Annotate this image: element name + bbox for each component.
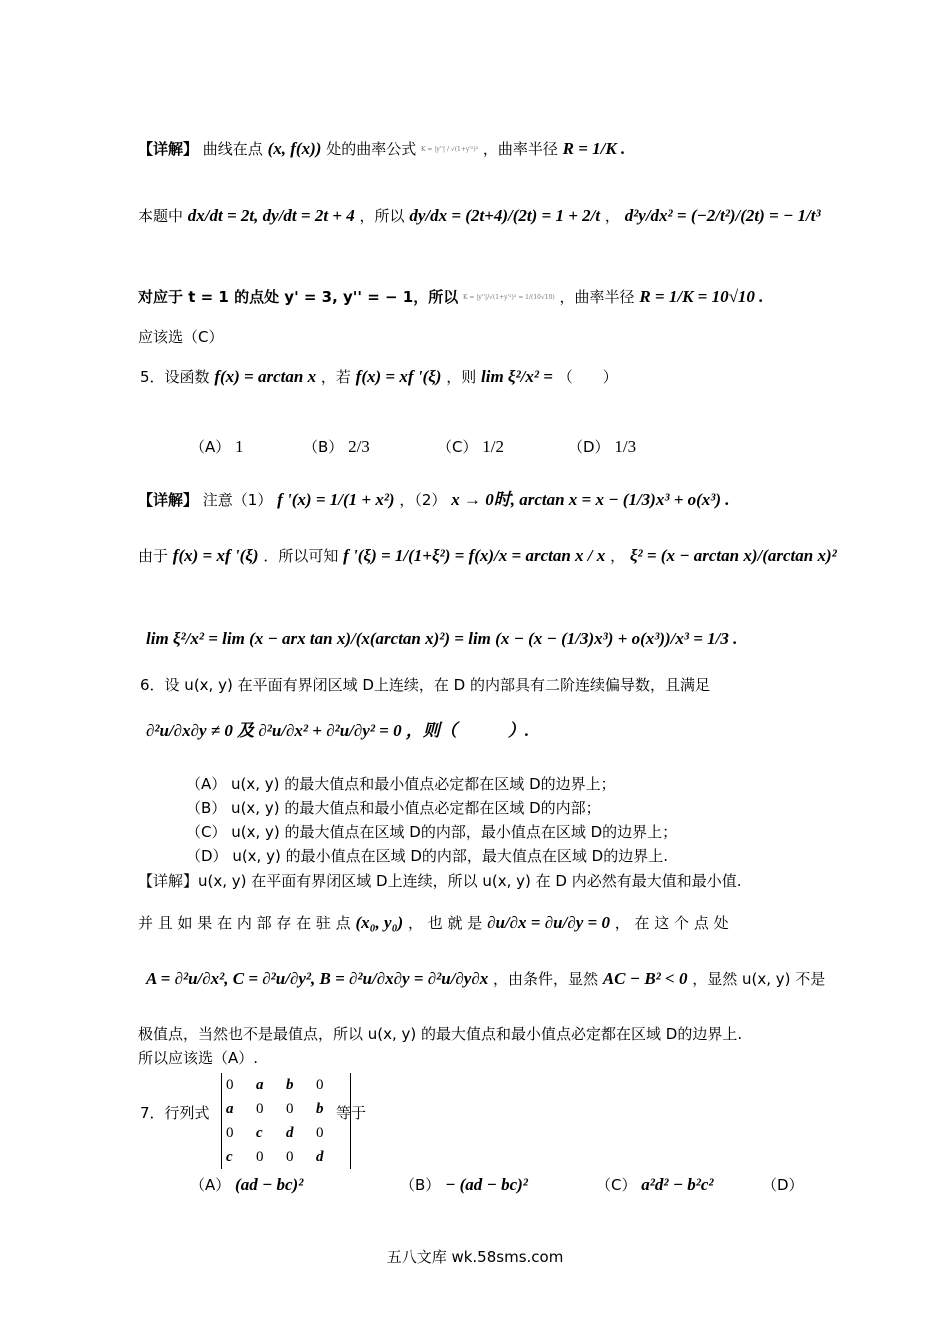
q7-stem-a: 7．行列式 [140,1104,210,1122]
q5-derivation: 由于 f(x) = xf '(ξ) ．所以可知 f '(ξ) = 1/(1+ξ²) = f(x)/x = arctan x / x ， ξ² = (x − arctan x)/(arctan x)² [138,546,837,565]
det-cell: 0 [256,1100,264,1117]
q6-option-d: （D） u(x, y) 的最小值点在区域 D的内部，最大值点在区域 D的边界上. [186,847,668,865]
q5-option-a: （A） 1 [190,437,244,456]
det-cell: a [256,1076,264,1093]
det-cell: 0 [286,1148,294,1165]
q7-stem-b: 等于 [336,1104,367,1122]
det-cell: 0 [226,1076,234,1093]
q4-line3: 对应于 t = 1 的点处 y' = 3, y'' = − 1，所以 K = |y''|/√(1+y'²)³ = 1/(10√10) ，曲率半径 R = 1/K = 10√10 . [138,287,764,306]
q6-stem: 6．设 u(x, y) 在平面有界闭区域 D上连续，在 D 的内部具有二阶连续偏导数，且满足 [140,676,710,694]
q4-heading: 【详解】 [138,140,199,158]
det-cell: a [226,1100,234,1117]
det-cell: 0 [226,1124,234,1141]
q5-detail: 【详解】 注意（1） f '(x) = 1/(1 + x²) ，（2） x → 0时, arctan x = x − (1/3)x³ + o(x³) . [138,490,730,509]
q6-answer: 所以应该选（A）. [138,1049,259,1067]
footer-watermark: 五八文库 wk.58sms.com [386,1248,564,1266]
det-cell: b [316,1100,324,1117]
det-cell: 0 [316,1124,324,1141]
q6-detail-2: 并 且 如 果 在 内 部 存 在 驻 点 (x₀, y₀) ， 也 就 是 ∂u/∂x = ∂u/∂y = 0 ， 在 这 个 点 处 [138,913,729,932]
q6-detail-3: A = ∂²u/∂x², C = ∂²u/∂y², B = ∂²u/∂x∂y = ∂²u/∂y∂x ，由条件，显然 AC − B² < 0 ，显然 u(x, y) 不是 [146,969,826,988]
det-cell: c [226,1148,233,1165]
q6-detail-4: 极值点，当然也不是最值点，所以 u(x, y) 的最大值点和最小值点必定都在区域 D的边界上. [138,1025,743,1043]
det-cell: b [286,1076,294,1093]
q6-option-c: （C） u(x, y) 的最大值点在区域 D的内部，最小值点在区域 D的边界上； [186,823,678,841]
q4-line2: 本题中 dx/dt = 2t, dy/dt = 2t + 4 ，所以 dy/dx = (2t+4)/(2t) = 1 + 2/t ， d²y/dx² = (−2/t²)/(2t) = − 1/t³ [138,206,821,225]
q5-option-b: （B） 2/3 [303,437,370,456]
q4-answer: 应该选（C） [138,328,224,346]
curvature-formula-image: K = |y''| / √(1+y'²)³ [420,146,479,154]
det-cell: d [286,1124,294,1141]
q6-condition: ∂²u/∂x∂y ≠ 0 及 ∂²u/∂x² + ∂²u/∂y² = 0 ，则（ ）. [146,721,530,740]
q6-option-b: （B） u(x, y) 的最大值点和最小值点必定都在区域 D的内部； [186,799,601,817]
det-cell: 0 [286,1100,294,1117]
det-cell: c [256,1124,263,1141]
q7-option-c: （C） a²d² − b²c² [596,1175,714,1194]
q5-limit-line: lim ξ²/x² = lim (x − arx tan x)/(x(arctan x)²) = lim (x − (x − (1/3)x³) + o(x³))/x³ = 1/3 . [146,629,738,648]
q7-option-d: （D） [762,1176,804,1194]
det-cell: 0 [316,1076,324,1093]
q5-option-d: （D） 1/3 [568,437,637,456]
curvature-value-image: K = |y''|/√(1+y'²)³ = 1/(10√10) [463,294,555,302]
q4-line1: 【详解】 曲线在点 (x, f(x)) 处的曲率公式 K = |y''| / √(1+y'²)³ ，曲率半径 R = 1/K . [138,139,626,158]
q7-option-b: （B） − (ad − bc)² [400,1175,528,1194]
q6-option-a: （A） u(x, y) 的最大值点和最小值点必定都在区域 D的边界上； [186,775,616,793]
q5-stem: 5．设函数 f(x) = arctan x ，若 f(x) = xf '(ξ) ，则 lim ξ²/x² = （ ） [140,367,618,386]
q7-determinant [221,1073,351,1169]
q5-option-c: （C） 1/2 [437,437,504,456]
det-cell: 0 [256,1148,264,1165]
q7-option-a: （A） (ad − bc)² [190,1175,304,1194]
det-cell: d [316,1148,324,1165]
q6-detail-1: 【详解】u(x, y) 在平面有界闭区域 D上连续，所以 u(x, y) 在 D 内必然有最大值和最小值. [138,872,742,890]
